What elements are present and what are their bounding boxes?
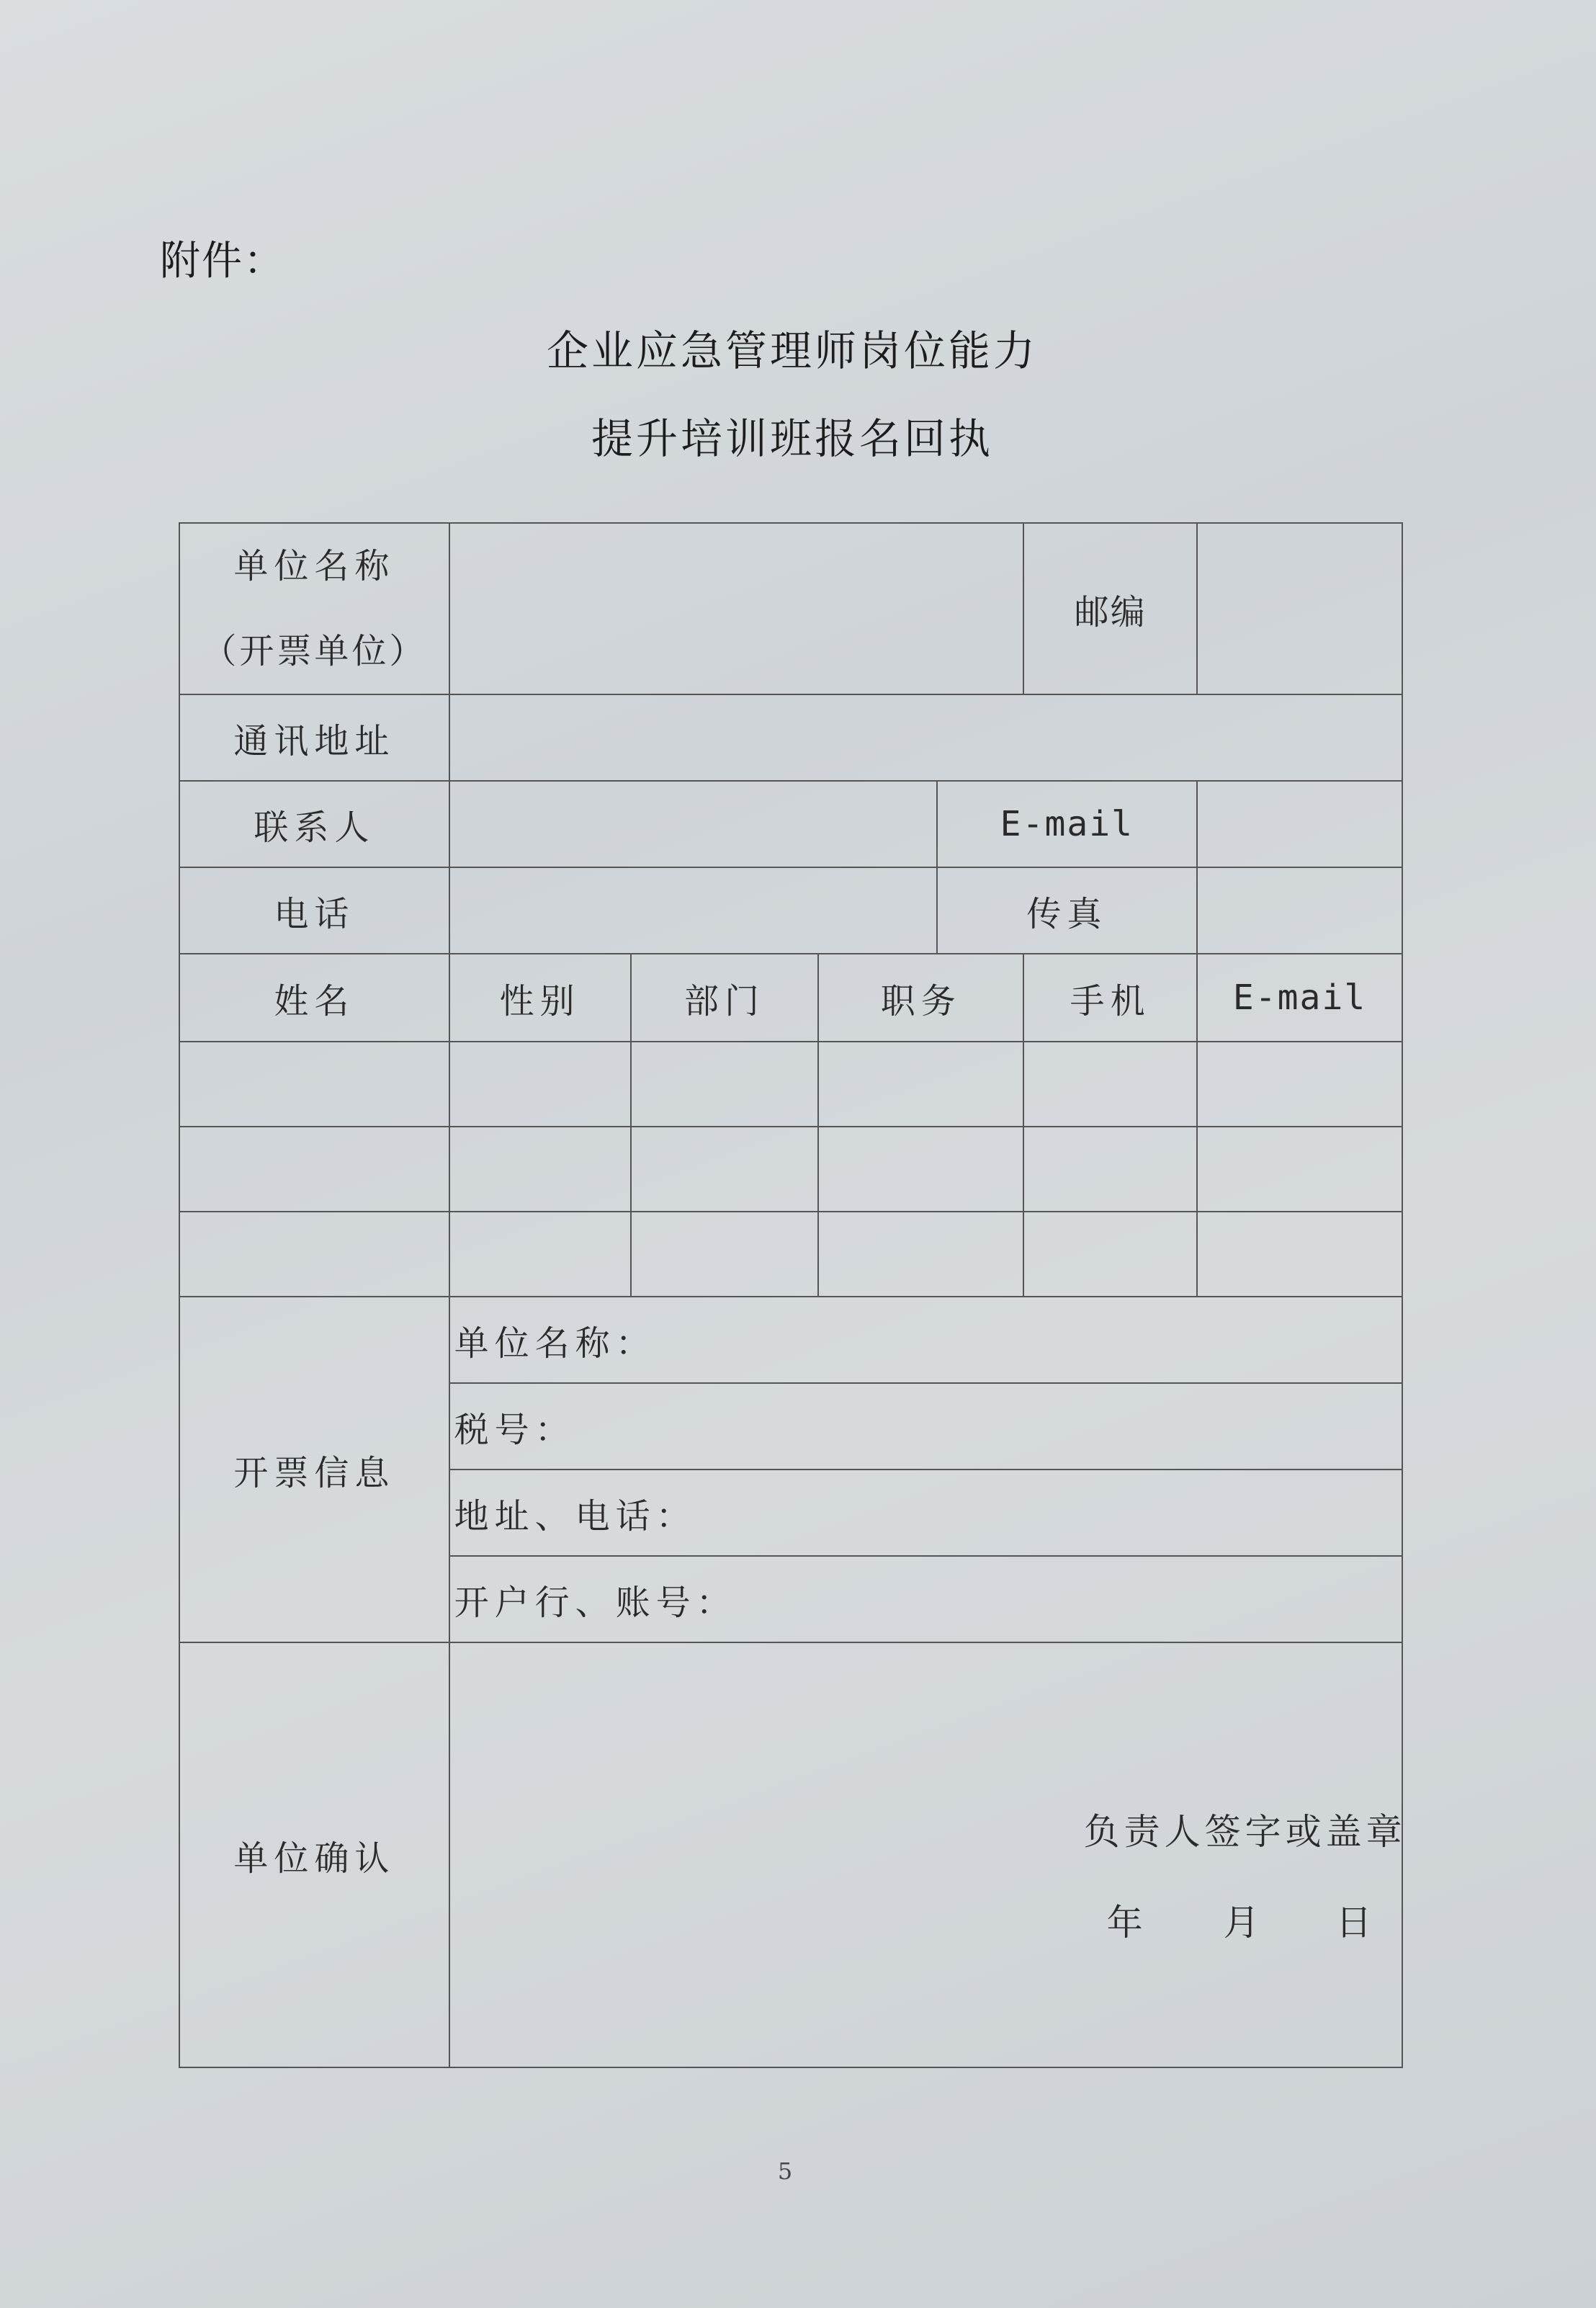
participant-gender-cell[interactable] — [449, 1127, 631, 1212]
invoice-unit-name-field[interactable]: 单位名称： — [449, 1297, 1402, 1383]
header-email: E-mail — [1197, 954, 1402, 1042]
participant-department-cell[interactable] — [631, 1042, 819, 1127]
participant-mobile-cell[interactable] — [1023, 1042, 1197, 1127]
date-year: 年 — [1106, 1902, 1149, 1944]
row-address — [179, 694, 1402, 781]
invoice-bank-account-field[interactable]: 开户行、账号： — [449, 1556, 1402, 1642]
unit-name-field[interactable] — [449, 523, 1023, 694]
participant-department-cell[interactable] — [631, 1212, 819, 1297]
participant-position-cell[interactable] — [818, 1127, 1023, 1212]
page-number: 5 — [777, 2157, 793, 2185]
row-unit-confirm — [179, 1642, 1402, 2067]
participant-gender-cell[interactable] — [449, 1042, 631, 1127]
invoice-address-phone-field[interactable]: 地址、电话： — [449, 1470, 1402, 1556]
participant-name-cell[interactable] — [179, 1042, 449, 1127]
confirm-label: 单位确认 — [179, 1642, 449, 2067]
invoice-row-unit — [179, 1297, 1402, 1383]
address-label: 通讯地址 — [179, 694, 449, 781]
postcode-label: 邮编 — [1023, 523, 1197, 694]
header-gender: 性别 — [449, 954, 631, 1042]
contact-field[interactable] — [449, 781, 937, 867]
confirm-signature-area[interactable] — [449, 1642, 1407, 2067]
participant-name-cell[interactable] — [179, 1212, 449, 1297]
fax-field[interactable] — [1197, 867, 1402, 954]
phone-label: 电话 — [179, 867, 449, 954]
header-department: 部门 — [631, 954, 819, 1042]
fax-label: 传真 — [937, 867, 1198, 954]
participant-email-cell[interactable] — [1197, 1127, 1402, 1212]
header-name: 姓名 — [179, 954, 449, 1042]
participant-row — [179, 1212, 1402, 1297]
participant-position-cell[interactable] — [818, 1212, 1023, 1297]
row-contact — [179, 781, 1402, 867]
address-field[interactable] — [449, 694, 1402, 781]
unit-name-label-line2: （开票单位） — [202, 631, 427, 671]
title-line-2: 提升培训班报名回执 — [591, 414, 993, 463]
attachment-label: 附件： — [160, 238, 285, 285]
date-month: 月 — [1223, 1902, 1265, 1944]
row-unit-name — [179, 523, 1402, 694]
participant-mobile-cell[interactable] — [1023, 1127, 1197, 1212]
participant-mobile-cell[interactable] — [1023, 1212, 1197, 1297]
registration-form-table — [179, 522, 1407, 2068]
participant-email-cell[interactable] — [1197, 1212, 1402, 1297]
participant-email-cell[interactable] — [1197, 1042, 1402, 1127]
email-field[interactable] — [1197, 781, 1402, 867]
postcode-field[interactable] — [1197, 523, 1402, 694]
title-line-1: 企业应急管理师岗位能力 — [546, 326, 1038, 375]
participant-row — [179, 1127, 1402, 1212]
invoice-tax-number-field[interactable]: 税号： — [449, 1383, 1402, 1470]
header-mobile: 手机 — [1023, 954, 1197, 1042]
contact-label: 联系人 — [179, 781, 449, 867]
date-day: 日 — [1335, 1902, 1378, 1944]
unit-name-label-line1: 单位名称 — [233, 546, 395, 586]
phone-field[interactable] — [449, 867, 937, 954]
sign-label: 负责人签字或盖章 — [1083, 1811, 1407, 1853]
participant-gender-cell[interactable] — [449, 1212, 631, 1297]
header-position: 职务 — [818, 954, 1023, 1042]
participant-row — [179, 1042, 1402, 1127]
email-label: E-mail — [937, 781, 1198, 867]
participant-department-cell[interactable] — [631, 1127, 819, 1212]
unit-name-label — [179, 523, 449, 694]
participant-position-cell[interactable] — [818, 1042, 1023, 1127]
invoice-label: 开票信息 — [179, 1297, 449, 1642]
row-participant-headers — [179, 954, 1402, 1042]
row-phone — [179, 867, 1402, 954]
participant-name-cell[interactable] — [179, 1127, 449, 1212]
